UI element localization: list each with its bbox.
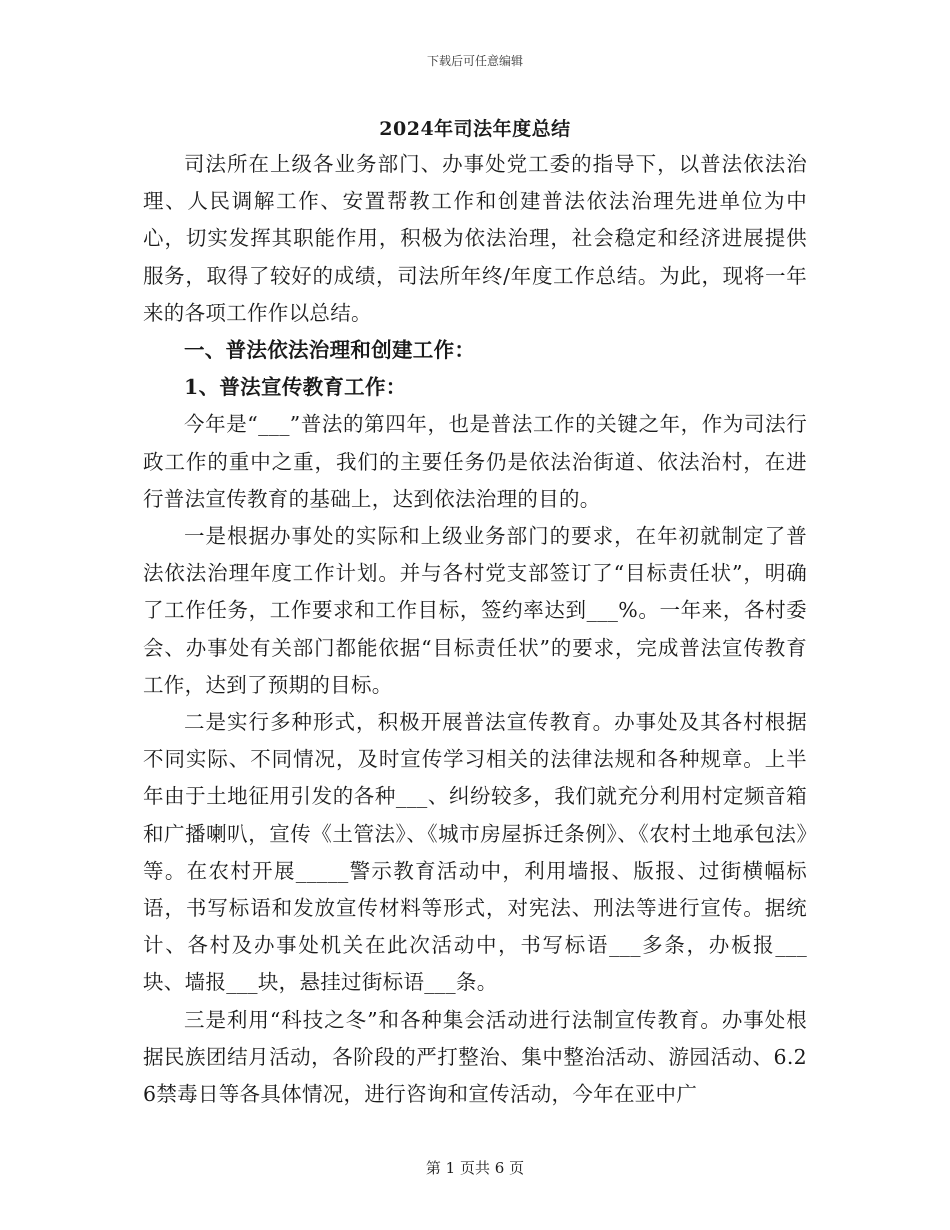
paragraph: 今年是“___”普法的第四年，也是普法工作的关键之年，作为司法行政工作的重中之重，我们的主要任务仍是依法治街道、依法治村，在进行普法宣传教育的基础上，达到依法治理的目的。 (143, 412, 807, 511)
page-header: 下载后可任意编辑 (426, 54, 523, 68)
subsection-heading: 1、普法宣传教育工作： (184, 375, 407, 400)
section-heading: 一、普法依法治理和创建工作： (184, 338, 476, 363)
page-number: 第 1 页共 6 页 (425, 1159, 525, 1177)
paragraph-intro: 司法所在上级各业务部门、办事处党工委的指导下，以普法依法治理、人民调解工作、安置帮教工作和创建普法依法治理先进单位为中心，切实发挥其职能作用，积极为依法治理，社会稳定和经济进展提供服务，取得了较好的成绩，司法所年终/年度工作总结。为此，现将一年来的各项工作作以总结。 (143, 152, 807, 325)
paragraph: 一是根据办事处的实际和上级业务部门的要求，在年初就制定了普法依法治理年度工作计划。并与各村党支部签订了“目标责任状”，明确了工作任务，工作要求和工作目标，签约率达到___%。一年来，各村委会、办事处有关部门都能依据“目标责任状”的要求，完成普法宣传教育工作，达到了预期的目标。 (143, 524, 807, 697)
document-title: 2024年司法年度总结 (379, 118, 571, 140)
paragraph: 二是实行多种形式，积极开展普法宣传教育。办事处及其各村根据不同实际、不同情况，及时宣传学习相关的法律法规和各种规章。上半年由于土地征用引发的各种___、纠纷较多，我们就充分利用村定频音箱和广播喇叭，宣传《土管法》、《城市房屋拆迁条例》、《农村土地承包法》等。在农村开展_____警示教育活动中，利用墙报、版报、过街横幅标语，书写标语和发放宣传材料等形式，对宪法、刑法等进行宣传。据统计、各村及办事处机关在此次活动中，书写标语___多条，办板报___块、墙报___块，悬挂过街标语___条。 (143, 710, 807, 995)
document-body (143, 146, 807, 1113)
paragraph: 三是利用“科技之冬”和各种集会活动进行法制宣传教育。办事处根据民族团结月活动，各阶段的严打整治、集中整治活动、游园活动、6.26禁毒日等各具体情况，进行咨询和宣传活动，今年在亚中广 (143, 1007, 807, 1107)
